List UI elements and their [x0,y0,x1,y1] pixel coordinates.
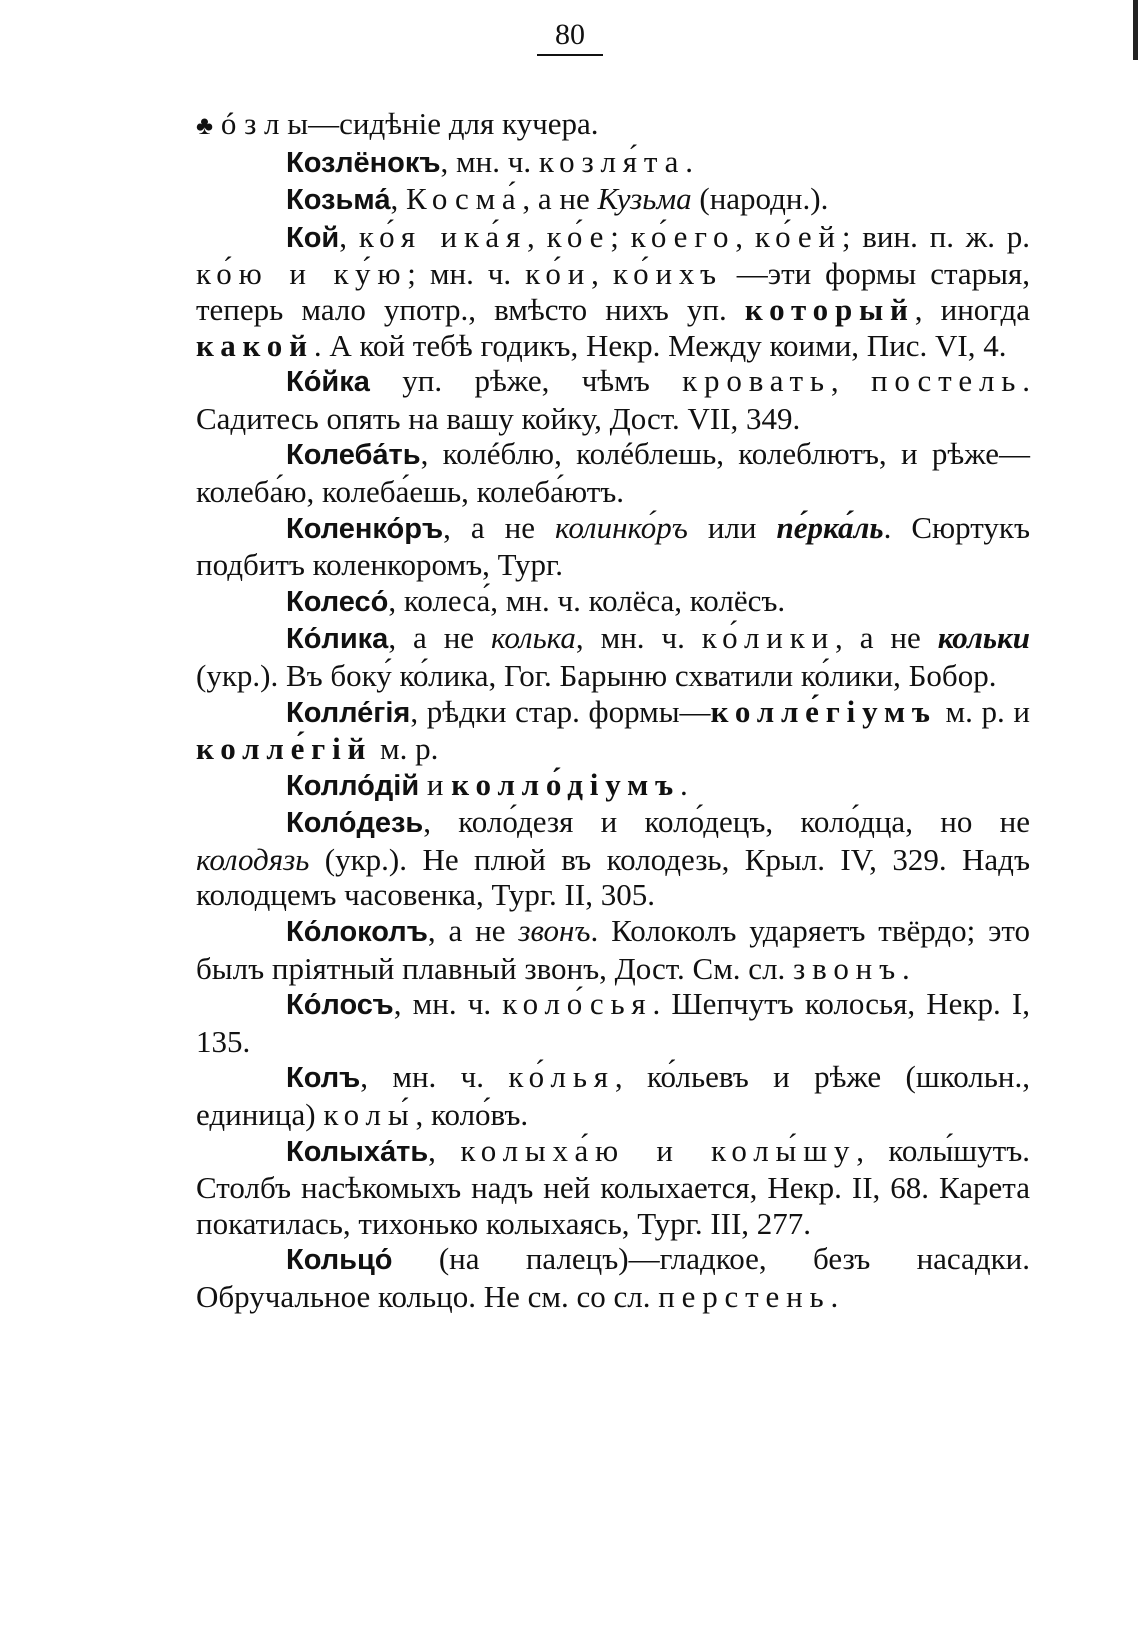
headword: Кой [286,221,340,254]
entry-kollodiy [196,767,1030,805]
entry-text-segment: колинко́ръ [555,509,688,545]
entry-text-segment: коло́сья [502,986,653,1022]
entry-text-segment: который [744,291,915,327]
entry-text-segment: звонъ [793,950,902,986]
entry-text-segment: (укр.). Не плюй въ колодезь, Крыл. IV, 329. Надъ колодцемъ часовенка, Тург. II, 305. [196,841,1030,913]
entry-text-segment: ко́е [546,218,611,254]
entry-text-segment: , колы́шутъ. Столбъ насѣкомыхъ надъ ней колыхается, Некр. II, 68. Карета покатилась, тихонько колыхаясь, Тург. III, 277. [196,1132,1031,1241]
page-number [0,18,1140,56]
entry-text-segment: колыха́ю и колы́шу [460,1132,857,1168]
entry-text-segment: , коло́дезя и коло́децъ, коло́дца, но не [423,804,1030,840]
entry-text-segment: . Шепчутъ колосья, Некр. I, 135. [196,986,1030,1059]
entry-text: ó з л ы—сидѣніе для кучера. [220,106,599,141]
entry-text-segment: . А кой тебѣ годикъ, Некр. Между коими, Пис. VI, 4. [313,327,1007,363]
headword: Ко́локолъ [286,916,428,949]
headword: Ко́лика [286,623,389,656]
entry-text-segment: . [685,143,693,179]
headword: Козлёнокъ [286,146,441,179]
entry-text-segment: , а не [522,181,598,217]
entry-text-segment: , рѣдки стар. формы— [410,693,711,729]
entry-kolenkor [196,510,1030,583]
entry-koi [196,219,1030,363]
headword: Козьма́ [286,184,391,217]
entry-kol [196,1059,1030,1132]
entry-text-segment: перстень [658,1279,831,1314]
entry-text-segment: , колеса́, мн. ч. колёса, колёсъ. [388,582,786,618]
headword: Колло́дій [286,769,420,802]
entry-text-segment: Кузьма [597,181,692,217]
entry-text-segment: . Садитесь опять на вашу койку, Дост. VII, 349. [196,363,1031,436]
entry-text-segment: ко́я ика́я [358,218,528,254]
entry-text-segment: , мн. ч. [393,986,503,1022]
entry-text-segment: , [390,181,406,217]
entry-text-segment: , иногда [914,291,1030,327]
entry-text-segment: , [830,363,871,399]
entry-text-segment: колле́гій [196,731,373,767]
entry-text-segment: , колéблю, колéблешь, колеблютъ, и рѣже—колеба́ю, колеба́ешь, колеба́ютъ. [196,436,1030,509]
entry-text-segment: или [687,509,777,545]
entry-kolika [196,620,1030,693]
entry-text-segment: , коло́въ. [415,1097,529,1133]
headword: Колле́гія [286,696,411,729]
headword: Кольцо́ [286,1244,393,1277]
entry-text-segment: . [901,950,910,986]
entry-text-segment: . Сюртукъ подбитъ коленкоромъ, Тург. [196,509,1030,583]
entry-text-segment: , мн. ч. [440,143,539,179]
headword: Коло́дезь [286,807,424,840]
entry-kozma [196,181,1030,219]
entry-text-segment: , мн. ч. [360,1059,509,1095]
headword: Колесо́ [286,585,389,618]
page-number-text: 80 [537,18,603,56]
entry-text-segment: . [679,766,688,802]
entry-text-segment: колька [491,620,576,656]
entry-text-segment: , [527,218,547,254]
entry-text-segment: и [419,766,452,802]
entry-text-segment: колле́гіумъ [710,693,937,729]
entry-text-segment: козля́та [538,143,686,179]
headword: Ко́йка [286,366,370,399]
entry-text-segment: ; мн. ч. [407,256,526,292]
entry-text-segment: . [830,1279,839,1314]
entry-koleso [196,583,1030,621]
entry-kozly [196,106,1030,144]
hand-mark-icon: ♣ [196,111,214,140]
entry-text-segment: постель [870,363,1023,399]
entry-text-segment: кольки [937,620,1030,656]
entry-text-segment: уп. рѣже, чѣмъ [369,363,683,399]
entry-kolykhat [196,1133,1030,1242]
entry-text-segment: ко́его [630,218,736,254]
entry-text-segment: м. р. и [936,693,1030,729]
headword: Ко́лосъ [286,989,394,1022]
entry-text-segment: Косма́ [405,181,523,217]
entry-text-segment: —эти формы старыя, теперь мало употр., вмѣсто нихъ уп. [196,256,1030,327]
entry-text-segment: . Колоколъ ударяетъ твёрдо; это былъ пріятный плавный звонъ, Дост. См. сл. [196,913,1031,986]
entry-text-segment: ; [610,218,631,254]
entry-text-segment: , а не [835,620,938,656]
entry-text-segment: , а не [443,509,555,545]
entry-text-segment: , [591,256,613,292]
entry-text-segment: , [428,1132,461,1168]
entry-text-segment: ко́лья [508,1059,615,1095]
headword: Колеба́ть [286,439,421,472]
entry-text-segment: ко́ей [754,218,842,254]
headword: Коленко́ръ [286,512,444,545]
entry-text-segment: звонъ [518,913,591,949]
entry-kolodez [196,804,1030,913]
entry-kolos [196,986,1030,1059]
entry-kollegiya [196,694,1030,767]
entry-koika [196,363,1030,436]
entry-kozlenok [196,144,1030,182]
entry-text-segment: , а не [427,913,519,949]
entry-text-segment: ко́и [525,256,592,292]
entry-text-segment: (народн.). [691,181,829,217]
headword: Колъ [286,1062,361,1095]
entry-koltso [196,1241,1030,1314]
entry-text-segment: колло́діумъ [451,766,680,802]
dictionary-text [196,106,1030,1315]
entry-text-segment: м. р. [372,731,439,767]
entry-text-segment: ко́ю и ку́ю [196,256,408,292]
headword: Колыха́ть [286,1135,429,1168]
entry-text-segment: , а не [388,620,491,656]
entry-text-segment: ; вин. п. ж. р. [841,218,1030,254]
entry-kolokol [196,913,1030,986]
entry-text-segment: кровать [682,363,831,399]
entry-text-segment: колы́ [323,1097,416,1133]
entry-text-segment: , [735,218,755,254]
entry-text-segment: (укр.). Въ боку́ ко́лика, Гог. Барыню схватили ко́лики, Бобор. [196,657,997,693]
entry-text-segment: , мн. ч. [575,620,702,656]
entry-text-segment: ко́лики [701,620,836,656]
entry-text-segment: пе́рка́ль [776,509,884,545]
entry-text-segment: (на палецъ)—гладкое, безъ насадки. Обручальное кольцо. Не см. со сл. [196,1241,1030,1314]
entry-text-segment: колодязь [196,841,310,877]
entry-kolebat [196,436,1030,509]
entry-text-segment: , ко́льевъ и рѣже (школьн., единица) [196,1059,1030,1133]
entry-text-segment: , [339,218,359,254]
entry-text-segment: ко́ихъ [612,256,723,292]
entry-text-segment: какой [196,327,314,363]
